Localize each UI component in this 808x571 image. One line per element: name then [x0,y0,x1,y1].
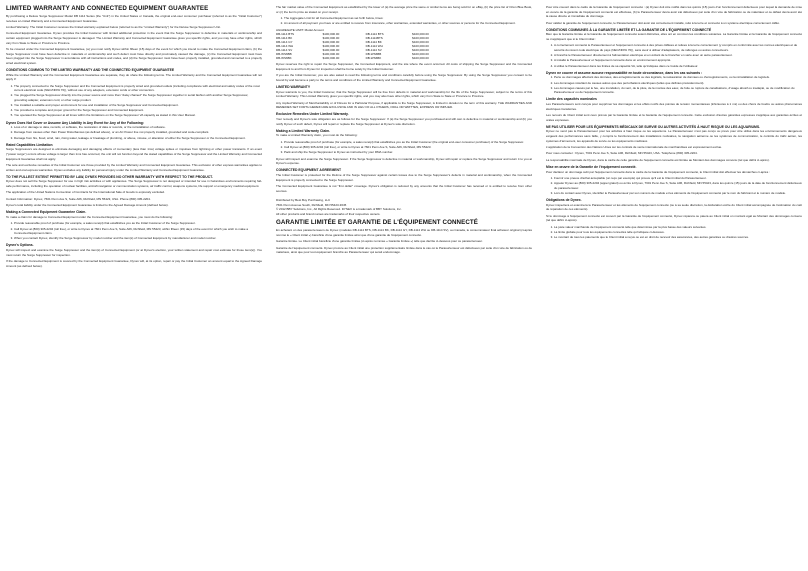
options-paragraph-2: If the damage to Connected Equipment is covered by the Connected Equipment Guarantee, Dynex will, at its option, repair or pay the Initial Customer an amount equal to the Agreed Damage Amount (as defined below). [6,259,262,268]
list-item: 2. La limite globale pour tous les équipements connectés telle qu'indiquée ci-dessous. [554,230,802,235]
french-high-risk-paragraph: Dynex ne vend pas le Parasurtenseur pour les activités à haut risque ou les aquariums. Le Parasurtenseur n'est pas conçu ou prévu pour être utilisé dans les environnements dangereux exigeant des performances sans faille, y compris le fonctionnement des installations nucléaires, la navigation aérienne ou les systèmes de communication, le contrôle du trafic aérien, les systèmes d'armement, les appareils de survie ou les équipements médicaux. [546,129,802,143]
no-cover-list [6,125,262,140]
list-item: 4. You provided a complete and proper ground for the Surge Suppressor and Connected Equipment. [14,108,262,113]
high-risk-paragraph: Dynex does not sell the Surge Suppressor for use in high risk activities or with appliances. The Surge Suppressor is not designed or intended for use in hazardous environments requiring fail-safe performance, including the operation of nuclear facilities, aircraft navigation or communication systems, air traffic control, weapons systems, life support or emergency medical equipment. [6,179,262,188]
conditions-intro: While the Limited Warranty and the Connected Equipment Guarantee are separate, they do share the following terms. The Limited Warranty and the Connected Equipment Guarantee will not apply if: [6,72,262,82]
french-options-paragraph-2: Si le dommage à l'équipement connecté est couvert par la Garantie de l'équipement connecté, Dynex réparera ou paiera au Client initial un montant égal au Montant des dommages convenu (tel que défini ci-après). [546,213,802,223]
list-item: 2. Les dommages résultant de causes autres que des perturbations électriques (telles que définies précédemment). [554,81,802,86]
model-cell: DB-1114 BK [365,39,382,44]
address-line: 7601 Penn Avenue South, Richfield, MN 55423-3645 [276,202,347,207]
french-limits-paragraph: Les Parasurtenseurs sont conçus pour supprimer les dommages et les effets nocifs des pointes de tension momentanées (inférieures à 1 ms) ou des chocs de foudre ou autres phénomènes électriques transitoires. [546,102,802,111]
conditions-heading: CONDITIONS COMMON TO THE LIMITED WARRANTY AND THE CONNECTED EQUIPMENT GUARANTEE [6,67,175,72]
coverage-paragraph: To be covered under the Connected Equipment Guarantee, (a) you must notify Dynex within fifteen (15) days of the event for which you intend to make the Connected Equipment claim, (b) the Surge Suppressor must have been defective in materials or workmanship and such defect must have directly and proximately caused the damage, (c) the Connected Equipment must have been plugged into the Surge Suppressor in accordance with all instructions and codes, and (d) the Surge Suppressor must have been properly installed, grounded and connected to a properly wired electrical system. [6,46,262,65]
copyright-line: © 2012 BBY Solutions, Inc., All Rights Reserved. DYNEX is a trademark of BBY Solutions, Inc. [276,207,402,212]
amount-cell: $100,000.00 [322,51,340,56]
fair-market-paragraph: The fair market value of the Connected Equipment as established by the lower of (a) the average price the same or similar items are being sold for on eBay, (b) the price list of Orion Blue Book, or (c) the item's price as stated on your receipt. [276,5,532,14]
options-heading: Dynex's Options. [6,243,34,248]
list-item: 3. Les dommages causés par le feu, une inondation, du vent, de la pluie, de la montée des eaux, de fuite ou rupture de canalisations, d'usage abusif ou inadapté, ou de modification du Parasurtenseur ou de l'équipement connecté. [554,86,802,95]
law-paragraph: The application of the United Nations Convention of Contracts for the International Sale of Goods is expressly excluded. [6,190,165,195]
amount-cell: $100,000.00 [322,39,340,44]
model-cell: DB-1114 WH [276,43,294,48]
amount-cell: $100,000.00 [322,36,340,41]
list-item: 1. La juste valeur marchande de l'équipement connecté telle que déterminée par la plus basse des valeurs suivantes. [554,225,802,230]
rights-paragraph-2: If you are the Initial Customer, you are also asked to read the following terms and conditions carefully before using the Surge Suppressor. By using the Surge Suppressor you consent to be bound by and become a party to the terms and conditions of the Limited Warranty and Connected Equipment Guarantee. [276,73,532,82]
french-options-heading: Obligations de Dynex. [546,198,582,203]
french-install-paragraph: Pour valider la garantie de l'équipement connecté, le Parasurtenseur doit avoir été correctement installé, relié à la terre et connecté à un système électrique correctement câblé. [546,20,780,25]
list-item: 2. You plugged the Surge Suppressor directly into the power source and more than "daisy chained" the Surge Suppressor together in serial fashion with another Surge Suppressor, grounding adapter, extension cord, or other surge product. [14,93,262,102]
model-cell: DB-1114 WH [365,43,383,48]
table-row [276,57,455,61]
list-item: 3. When you contact Dynex, identify the Surge Suppressor by model number and the item(s) of Connected Equipment by manufacturer and model number. [14,236,262,241]
rated-paragraph-2: The sole and exclusive remedies of the Initial Customer are those provided by the Limited Warranty and Connected Equipment Guarantee. This exclusion of other express warranties applies to written and oral express warranties. Dynex excludes any liability for personal injury under the Limited Warranty and Connected Equipment Guarantee. [6,163,262,172]
model-cell: DB-WS6BB [365,51,382,56]
french-conditions-list [546,43,802,68]
amount-cell: $100,000.00 [322,55,340,60]
warranty-title: LIMITED WARRANTY AND CONNECTED EQUIPMENT GUARANTEE [6,5,209,12]
french-making-claim-heading: Mise en œuvre de la Garantie de l'équipement connecté. [546,164,637,169]
french-final-list [546,225,802,240]
french-contact-paragraph: Pour nous contacter : Dynex, 7601 Penn Ave S, Suite A06, Richfield, MN 55423, USA. Téléphone (800) 305-2204. [546,151,698,156]
model-cell: DB-1114 BK [276,36,293,41]
list-item: 2. A branché le Parasurtenseur directement à l'alimentation électrique et en évitant de le brancher en série avec un autre parasurtenseur. [554,53,802,58]
list-item: 3. A installé le Parasurtenseur et l'équipement connecté dans un environnement approprié. [554,58,802,63]
making-claim-list [6,221,262,241]
aggregate-table-title: AGGREGATE LIMIT: Model Amount [276,27,324,32]
conditions-list [6,84,262,119]
column-french [546,5,802,567]
exclusive-remedies-heading: Exclusive Remedies Under Limited Warranty. [276,112,349,117]
amount-cell: $100,000.00 [322,47,340,52]
no-cover-heading: Dynex Does Not Cover or Assume Any Liability in Any Event for Any of the Following: [6,120,144,125]
warranty-claim-intro: To make a Limited Warranty claim, you must do the following: [276,133,358,138]
list-item: 1. Provide reasonable proof of purchase (for example, a sales receipt) that establishes you as the Initial Customer of the Surge Suppressor. [14,221,262,226]
model-cell: DB-WS6BK [276,55,292,60]
options-paragraph: Dynex will inspect and examine the Surge Suppressor and the item(s) of Connected Equipment (or at Dynex's election, your written statement and repair cost estimate for those item(s)). You must return the Surge Suppressor for inspection. [6,248,262,257]
connected-equipment-heading: CONNECTED EQUIPMENT AGREEMENT [276,168,342,173]
list-item: 3. You installed a suitable and proper environment for use and installation of the Surge Suppressor and Connected Equipment. [14,103,262,108]
aggregate-limit-table [276,33,455,60]
distributor-line: Distributed by Best Buy Purchasing, LLC [276,197,331,202]
liability-paragraph: Dynex's total liability under the Connected Equipment Guarantee is limited to the Agreed Damage Amount (defined below). [6,203,169,208]
list-item: 1. The Aggregate Limit for all Connected Equipment as set forth below, times: [284,16,532,21]
french-no-cover-heading: Dynex ne couvre et assume aucune responsabilité en toute circonstance, dans les cas suivants : [546,70,703,75]
model-cell: DB-1114 BTS [365,32,384,37]
french-high-risk-heading: NE PAS UTILISER POUR LES ÉQUIPEMENTS MÉDICAUX DE SURVIE OU AUTRES ACTIVITÉS À HAUT RISQUE OU LES AQUARIUMS. [546,124,761,129]
french-limited-summary: Garantie limitée. Le Client initial bénéficie d'une garantie limitée (ci-après nommée « Garantie limitée ») telle que décrite ci-dessous pour ce parasurtenseur. [276,239,483,244]
rights-paragraph: Dynex reserves the right to repair the Surge Suppressor, the Connected Equipment, and the site where the event occurred. All costs of shipping the Surge Suppressor and the Connected Equipment to and from Dynex for inspection shall be borne solely by the Initial Customer. [276,62,532,71]
list-item: 1. Provide reasonable proof of purchase (for example, a sales receipt) that establishes you as the Initial Customer (the original end-user consumer purchaser) of the Surge Suppressor. [284,140,532,145]
model-cell: DB-1114 BTS [276,32,295,37]
model-cell: DB-WS6BB [276,51,292,56]
french-conditions-intro: Bien que la Garantie limitée et la Garantie de l'équipement connecté soient distinctes, elles ont en commun les conditions suivantes. La Garantie limitée et la Garantie de l'équipement connecté ne s'appliquent que si le Client initial : [546,32,802,41]
model-cell: DB-1114 GY [276,39,293,44]
exclusive-remedies-paragraph: Your remedy and Dynex's sole obligation are as follows for the Surge Suppressor: If (a) the Surge Suppressor you purchased and still own is defective in material or workmanship and (b) you notify Dynex of such defect, Dynex will repair or replace the Surge Suppressor at Dynex's sole discretion. [276,117,532,126]
list-item: 2. Damage from causes other than Power Disturbances (as defined above), or an AC Power line not properly installed, grounded and code-compliant. [14,130,262,135]
amount-cell: $100,000.00 [412,51,429,56]
warranty-claim-list [276,140,532,155]
column-english-part1 [6,5,262,567]
french-liability-paragraph: La responsabilité maximale de Dynex, dans le cadre de cette garantie de l'équipement connecté est limitée au Montant des dommages convenu (tel que défini ci-après). [546,157,770,162]
french-making-claim-list [546,176,802,196]
amount-cell: $100,000.00 [322,43,340,48]
first-dollar-paragraph: The Connected Equipment Guarantee is not "first dollar" coverage. Dynex's obligation is reduced by any amounts that the Initial Customer has received or is entitled to receive from other sources. [276,183,532,193]
limited-warranty-heading: LIMITED WARRANTY [276,84,311,89]
connected-equipment-summary: Connected Equipment Guarantee. Dynex provides the Initial Customer with limited additional protection in the event that the Surge Suppressor is defective in materials or workmanship and certain equipment plugged into the Surge Suppressor is damaged. The Limited Warranty and Connected Equipment Guarantee gives you specific rights, and you may have other rights, which vary from State to State or Province to Province. [6,31,262,45]
no-other-warranty-heading: TO THE FULLEST EXTENT PERMITTED BY LAW, DYNEX PROVIDES NO OTHER WARRANTY WITH RESPECT TO THE PRODUCT. [6,174,213,179]
list-item: 3. Pack and ship the Surge Suppressor to Dynex as instructed by your RMA number. [284,150,532,155]
list-item: 3. Lors du contact avec Dynex, identifier le Parasurtenseur par son numéro de modèle et les éléments de l'équipement connecté par le nom du fabricant et le numéro de modèle. [554,191,802,196]
french-connected-summary: Garantie de l'équipement connecté. Dynex procure au Client initial une protection supplémentaire limitée dans le cas où le Parasurtenseur est défectueux par suite d'un vice de fabrication ou de matériaux, ainsi que pour tout équipement branché au Parasurtenseur qui serait endommagé. [276,245,532,255]
list-item: 2. Call Dynex at (800) 305-2204 (toll free), or write to Dynex at 7601 Penn Ave S, Suite A06, Richfield, MN 55423. [284,145,532,150]
list-item: 3. Damage from fire, flood, wind, rain, rising water, leakage or breakage of plumbing, or abuse, misuse, or alteration of either the Surge Suppressor or the Connected Equipment. [14,136,262,141]
rated-paragraph: Surge Suppressors are designed to eliminate damaging and damaging effects of momentary (less than 1ms) voltage spikes or impulses from lightning or other power transients. If an event ("power surge") occurs whose voltage is larger than 1ms has occurred, the unit will not function beyond the stated capabilities of the Surge Suppressor and the Limited Warranty and Connected Equipment Guarantee shall not apply. [6,147,262,161]
french-making-claim-intro: Pour déclarer un dommage subi par l'équipement connecté dans le cadre de la Garantie de l'équipement connecté, le Client initial doit effectuer les démarches ci-après : [546,169,770,174]
aggregate-list [276,16,532,26]
list-item: 2. Call Dynex at (800) 305-2204 (toll free), or write to Dynex at 7601 Penn Ave S, Suite A06, Richfield, MN 55423, within fifteen (15) days of the event for which you wish to make a Connected Equipment claim. [14,227,262,236]
model-cell: DB-1114 SV [365,47,382,52]
limited-warranty-paragraph-2: Any implied Warranty of Merchantability or of Fitness for a Particular Purpose, if applicable to the Surge Suppressor, is limited in duration to the term of this warranty. THE WARRANTIES AND REMEDIES SET FORTH HEREIN ARE EXCLUSIVE AND IN LIEU OF ALL OTHERS, ORAL OR WRITTEN, EXPRESS OR IMPLIED. [276,100,532,110]
list-item: 5. You operated the Surge Suppressor at all times within the limitations on the Surge Suppressor VA capacity as stated in this User Manual. [14,113,262,118]
amount-cell: $100,000.00 [412,32,429,37]
list-item: 2. An amount of all payment you have or are entitled to receive from insurance, other warranties, extended warranties, or other sources or persons for the Connected Equipment. [284,21,532,26]
french-coverage-paragraph: Pour être couvert dans le cadre de la Garantie de l'équipement connecté : (a) Dynex doit être notifié dans les quinze (15) jours d'un fonctionnement défectueux pour lequel la demande de mise en œuvre de la garantie de l'équipement connecté est effectuée, (b) le Parasurtenseur devra avoir été défectueux par suite d'un vice de fabrication ou de matériaux et ce défaut devra avoir été la cause directe et immédiate du dommage. [546,5,802,19]
rated-capabilities-heading: Rated Capabilities Limitation [6,142,53,147]
french-no-cover-list [546,75,802,95]
limited-warranty-summary: Limited Warranty. The Initial Customer receives the limited warranty explained below (referred to as the "Limited Warranty") for the Deluxe Surge Suppressor Unit. [6,24,221,29]
french-limits-heading: Limite des capacités nominales [546,97,597,102]
list-item: 1. Loss of or damage to data, records, or software, the restoration of data or records, or the reinstallation of software. [14,125,262,130]
list-item: 1. Fournir une preuve d'achat acceptable (un reçu par exemple) qui prouve qu'il est le Client initial du Parasurtenseur. [554,176,802,181]
amount-cell: $100,000.00 [412,55,429,60]
amount-cell: $100,000.00 [412,39,429,44]
list-item: 4. A utilisé le Parasurtenseur dans les limites de sa capacité VA, telle qu'indiquée dans ce Guide de l'utilisateur. [554,64,802,69]
list-item: 1. The property connected to the Surge Suppressor and the Connected Equipment is properly wired and grounded outlets (including compliance with electrical and safety codes of the most current electrical code (NEC/NFPA 70)), without use of any adapters, extension cords or other connectors. [14,84,262,93]
trademark-line: All other products and brand names are trademarks of their respective owners. [276,211,381,216]
connected-equipment-paragraph: The Initial Customer is protected for the lifetime of the Surge Suppressor against certain losses due to the Surge Suppressor's defects in material and workmanship, when the Connected Equipment is properly connected to the Surge Suppressor. [276,172,532,182]
french-law-paragraph: L'application de la Convention des Nations Unies sur les contrats de vente internationale de marchandises est expressément exclue. [546,145,723,150]
inspect-paragraph: Dynex will inspect and examine the Surge Suppressor. If the Surge Suppressor is defective in material or workmanship, Dynex will repair or replace the Surge Suppressor and return it to you at Dynex's expense. [276,156,532,166]
list-item: 1. A correctement connecté le Parasurtenseur et l'équipement connecté à des prises câblées et reliées à la terre correctement (y compris en conformité avec les normes électriques et de sécurité du récent code électrique du pays (NEC/NFPA 70)), sans avoir à utiliser d'adaptateurs, de rallonges ou autres connecteurs. [554,43,802,52]
making-claim-intro: To make a claim for damage to Connected Equipment under the Connected Equipment Guarantee, you must do the following: [6,214,173,219]
list-item: 2. Appeler Dynex au (800) 305-2204 (appel gratuit) ou écrire à Dynex, 7601 Penn Ave S, Suite A06, Richfield, MN 55423, dans les quinze (15) jours de la date de fonctionnement défectueux du parasurtenseur. [554,181,802,190]
french-conditions-heading: CONDITIONS COMMUNES À LA GARANTIE LIMITÉE ET LA GARANTIE DE L'ÉQUIPEMENT CONNECTÉ [546,27,712,32]
french-intro: En achetant un des parasurtenseurs de Dynex (modèles DB-1114 BTS, DB-1114 BK, DB-1114 GY, DB-1114 WH ou DB-1114 SV), au Canada, le consommateur final acheteur original (ci-après nommé le « Client initial ») bénéficie d'une garantie limitée ainsi que d'une garantie de l'équipement connecté. [276,228,532,237]
column-english-part2 [276,5,532,567]
french-title: GARANTIE LIMITÉE ET GARANTIE DE L'ÉQUIPEMENT CONNECTÉ [276,219,479,227]
list-item: 3. Le montant de tous les paiements que le Client initial a reçus ou est en droit de recevoir des assurances, des autres garanties ou d'autres sources. [554,235,802,240]
model-cell: DB-1114BTS [365,36,383,41]
list-item: 1. Perte ou dommages affectant des données, des enregistrements ou des logiciels, la restauration de données ou d'enregistrements, ou la réinstallation de logiciels. [554,75,802,80]
french-limits-paragraph-2: Les recours du Client initial sont ceux prévus par la Garantie limitée et la Garantie de l'équipement connecté. Cette exclusion d'autres garanties expresses s'applique aux garanties écrites et orales expresses. [546,113,802,122]
making-claim-heading: Making a Connected Equipment Guarantee Claim. [6,210,87,215]
contact-paragraph: Contact Information: Dynex, 7601 Penn Ave S, Suite A06, Richfield, MN 55423, USA. Phone (800) 305-2204. [6,196,151,201]
intro-paragraph: By purchasing a Deluxe Surge Suppressor Model DB 1114 Series (the "Unit") in the United States or Canada, the original end-user consumer purchaser (referred to as the "Initial Customer") receives a Limited Warranty and a Connected Equipment Guarantee. [6,14,262,23]
model-cell: DB-WS6BK [365,55,382,60]
amount-cell: $100,000.00 [412,47,429,52]
amount-cell: $100,000.00 [322,32,340,37]
warranty-claim-heading: Making a Limited Warranty Claim. [276,128,331,133]
amount-cell: $100,000.00 [412,36,429,41]
french-options-paragraph: Dynex inspectera et examinera le Parasurtenseur et les éléments de l'équipement connecté (ou à sa seule discrétion, la déclaration écrite du Client initial accompagnée de l'estimation du coût de réparation de ces éléments). [546,202,802,212]
amount-cell: $100,000.00 [412,43,429,48]
model-cell: DB-1114 SV [276,47,293,52]
limited-warranty-paragraph: Dynex warrants to you, the Initial Customer, that the Surge Suppressor will be free from defects in material and workmanship for the life of the Surge Suppressor, subject to the terms of this Limited Warranty. This Limited Warranty gives you specific rights, and you may also have other rights, which vary from State to State or Province to Province. [276,89,532,99]
